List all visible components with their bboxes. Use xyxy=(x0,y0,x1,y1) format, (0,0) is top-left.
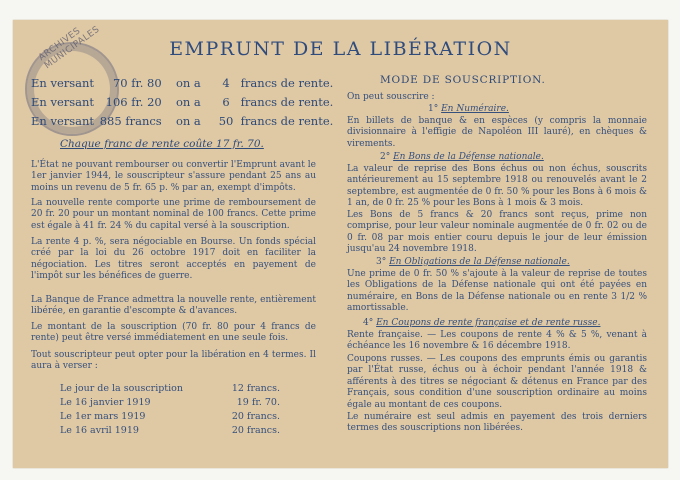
section-heading-4: 4° En Coupons de rente française et de rente russe. xyxy=(363,318,601,328)
section-text-1: En billets de banque & en espèces (y compris la monnaie divisionnaire à l'effigie de Napoléon III lauré), en chèques & virements. xyxy=(347,116,647,149)
rate-row-2: En versant 106 fr. 20 on a 6 francs de rente. xyxy=(31,95,334,109)
rate-row-3: En versant 885 francs on a 50 francs de rente. xyxy=(31,114,334,128)
intro-text: On peut souscrire : xyxy=(347,92,435,102)
paragraph-prime: La nouvelle rente comporte une prime de remboursement de 20 fr. 20 pour un montant nominal de 100 francs. Cette prime est égale à 41 fr. 24 % du capital versé à la souscription. xyxy=(31,198,316,231)
paragraph-montant: Le montant de la souscription (70 fr. 80 pour 4 francs de rente) peut être versé immédiatement en une seule fois. xyxy=(31,322,316,344)
paragraph-banque: La Banque de France admettra la nouvelle rente, entièrement libérée, en garantie d'escompte & d'avances. xyxy=(31,295,316,317)
section-heading-2: 2° En Bons de la Défense nationale. xyxy=(380,152,544,162)
rate-row-1: En versant 70 fr. 80 on a 4 francs de rente. xyxy=(31,76,334,90)
section-text-2: La valeur de reprise des Bons échus ou non échus, souscrits antérieurement au 15 septembre 1918 ou renouvelés avant le 2 septembre, est augmentée de 0 fr. 50 % pour les Bons à 6 mois & 1 an, de 0 fr. 25 % pour les Bons à 1 mois & 3 mois. xyxy=(347,164,647,209)
stamp-text: ARCHIVES MUNICIPALES xyxy=(37,24,102,72)
term-row: Le jour de la souscription 12 francs. xyxy=(60,383,280,394)
term-row: Le 16 avril 1919 20 francs. xyxy=(60,425,280,436)
paragraph-terms: Tout souscripteur peut opter pour la libération en 4 termes. Il aura à verser : xyxy=(31,350,316,372)
paragraph-negotiable: La rente 4 p. %, sera négociable en Bourse. Un fonds spécial créé par la loi du 26 octobre 1917 doit en faciliter la négociation. Les titres seront acceptés en payement de l'impôt sur les bénéfices de guerre. xyxy=(31,237,316,282)
section-heading-1: 1° En Numéraire. xyxy=(428,104,509,114)
term-row: Le 1er mars 1919 20 francs. xyxy=(60,411,280,422)
section-heading-3: 3° En Obligations de la Défense nationale. xyxy=(376,257,570,267)
mode-heading: MODE DE SOUSCRIPTION. xyxy=(380,74,546,86)
section-text-4b: Coupons russes. — Les coupons des emprunts émis ou garantis par l'État russe, échus ou à échoir pendant l'année 1918 & afférents à des titres se négociant & détenus en France par des Français, sous condition d'une souscription ordinaire au moins égale au montant de ces coupons. xyxy=(347,354,647,410)
section-text-5: Le numéraire est seul admis en payement des trois derniers termes des souscriptions non libérées. xyxy=(347,412,647,434)
cost-per-franc: Chaque franc de rente coûte 17 fr. 70. xyxy=(60,138,264,150)
page-title: EMPRUNT DE LA LIBÉRATION xyxy=(169,38,512,60)
section-text-4: Rente française. — Les coupons de rente 4 % & 5 %, venant à échéance les 16 novembre & 16 décembre 1918. xyxy=(347,330,647,352)
paragraph-guarantee: L'État ne pouvant rembourser ou convertir l'Emprunt avant le 1er janvier 1944, le souscripteur s'assure pendant 25 ans au moins un revenu de 5 fr. 65 p. % par an, exempt d'impôts. xyxy=(31,160,316,193)
section-text-2b: Les Bons de 5 francs & 20 francs sont reçus, prime non comprise, pour leur valeur nominale augmentée de 0 fr. 02 ou de 0 fr. 08 par mois entier couru depuis le jour de leur émission jusqu'au 24 novembre 1918. xyxy=(347,210,647,255)
section-text-3: Une prime de 0 fr. 50 % s'ajoute à la valeur de reprise de toutes les Obligations de la Défense nationale qui ont été payées en numéraire, en Bons de la Défense nationale ou en rente 3 1/2 % amortissable. xyxy=(347,269,647,314)
term-row: Le 16 janvier 1919 19 fr. 70. xyxy=(60,397,280,408)
